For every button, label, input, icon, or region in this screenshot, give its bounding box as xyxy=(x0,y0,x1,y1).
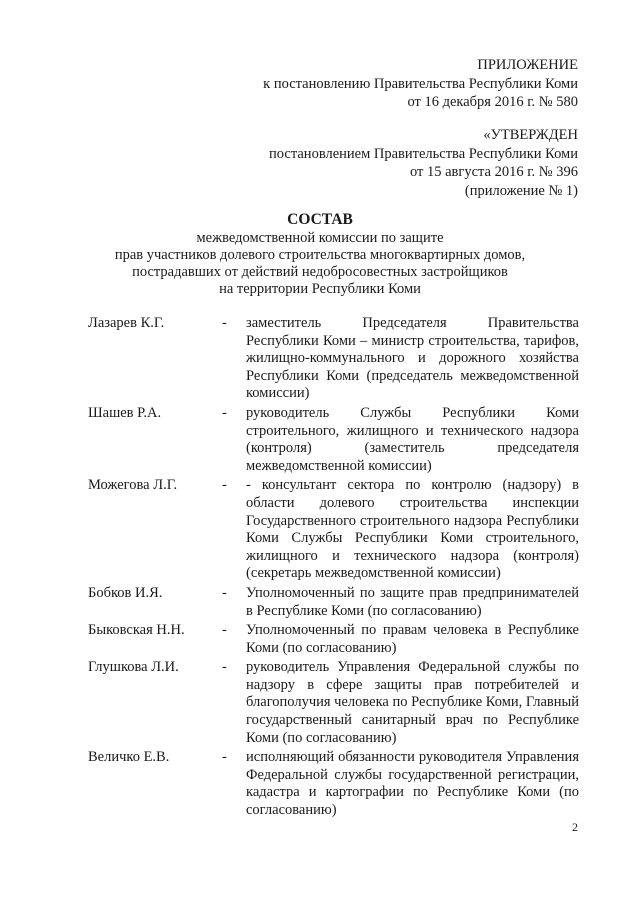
member-position: руководитель Управления Федеральной службы по надзору в сфере защиты прав потребителей и благополучия человека по Республике Коми, Главный государственный санитарный врач по Республике Коми (по согласованию) xyxy=(246,659,579,746)
title-line: на территории Республики Коми xyxy=(219,281,421,297)
member-dash: - xyxy=(222,749,227,766)
title-line: пострадавших от действий недобросовестных застройщиков xyxy=(132,264,508,280)
member-dash: - xyxy=(222,477,227,494)
annex-date: от 16 декабря 2016 г. № 580 xyxy=(407,94,578,110)
approved-annex-ref: (приложение № 1) xyxy=(464,182,578,199)
member-name: Можегова Л.Г. xyxy=(88,477,178,494)
approved-label: «УТВЕРЖДЕН xyxy=(483,127,578,143)
title-line: межведомственной комиссии по защите xyxy=(196,230,444,246)
member-entry xyxy=(0,477,640,583)
member-name: Бобков И.Я. xyxy=(88,584,163,601)
member-name: Лазарев К.Г. xyxy=(88,315,165,331)
member-dash: - xyxy=(222,659,227,676)
approved-decree: постановлением Правительства Республики Коми xyxy=(269,145,578,162)
title-line: прав участников долевого строительства многоквартирных домов, xyxy=(114,247,526,263)
member-position: руководитель Службы Республики Коми строительного, жилищного и технического надзора (контроля) (заместитель председателя межведомственной комиссии) xyxy=(246,404,579,474)
member-position: Уполномоченный по защите прав предпринимателей в Республике Коми (по согласованию) xyxy=(246,584,579,619)
page-number: 2 xyxy=(572,820,578,834)
annex-label: ПРИЛОЖЕНИЕ xyxy=(477,57,578,73)
annex-decree: к постановлению Правительства Республики Коми xyxy=(263,75,578,92)
member-name: Шашев Р.А. xyxy=(88,404,162,421)
member-entry xyxy=(0,315,640,403)
member-dash: - xyxy=(222,584,227,601)
member-position: заместитель Председателя Правительства Республики Коми – министр строительства, тарифов, жилищно-коммунального и дорожного хозяйства Республики Коми (председатель межведомственной комиссии) xyxy=(246,315,579,402)
member-dash: - xyxy=(222,404,227,421)
member-entry xyxy=(0,405,640,475)
annex-block xyxy=(263,56,578,112)
member-name: Быковская Н.Н. xyxy=(88,622,185,639)
member-entry xyxy=(0,622,640,657)
approved-date: от 15 августа 2016 г. № 396 xyxy=(409,164,578,180)
member-position: исполняющий обязанности руководителя Управления Федеральной службы государственной регистрации, кадастра и картографии по Республике Коми (по согласованию) xyxy=(246,749,579,819)
member-name: Глушкова Л.И. xyxy=(88,659,179,676)
member-dash: - xyxy=(222,315,227,331)
member-position: - консультант сектора по контролю (надзору) в области долевого строительства инспекции Государственного строительного надзора Республики Коми Службы Республики Коми строительного, жилищного и технического надзора (контроля) (секретарь межведомственной комиссии) xyxy=(246,477,579,582)
member-entry xyxy=(0,749,640,819)
approved-block xyxy=(269,126,578,200)
member-name: Величко Е.В. xyxy=(88,749,170,766)
document-title xyxy=(0,211,640,298)
member-dash: - xyxy=(222,622,227,639)
title-heading: СОСТАВ xyxy=(287,211,353,228)
member-position: Уполномоченный по правам человека в Республике Коми (по согласованию) xyxy=(246,622,579,656)
member-entry xyxy=(0,659,640,747)
member-entry xyxy=(0,585,640,620)
members-list xyxy=(0,315,640,822)
